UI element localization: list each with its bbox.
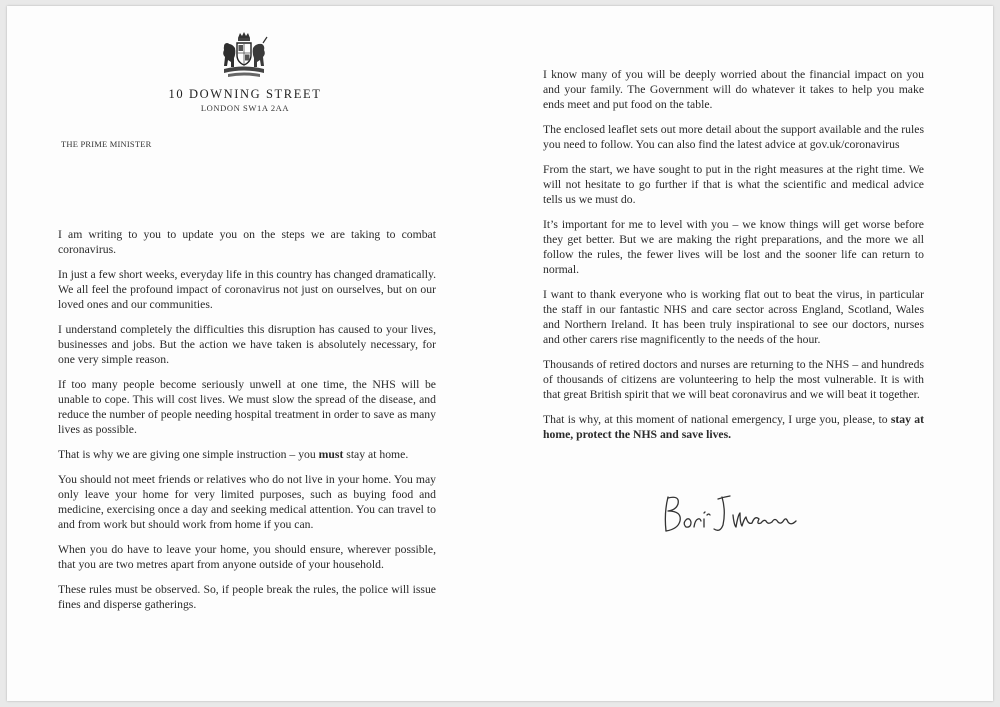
paragraph: It’s important for me to level with you – we know things will get worse before they get better. But we are making the right preparations, and the more we all follow the rules, the fewer lives will be lost and the sooner life can return to normal. [543, 218, 924, 276]
paragraph: In just a few short weeks, everyday life in this country has changed dramatically. We all feel the profound impact of coronavirus not just on ourselves, but on our loved ones and our communities. [58, 268, 436, 311]
paragraph: I want to thank everyone who is working flat out to beat the virus, in particular the staff in our fantastic NHS and care sector across England, Scotland, Wales and Northern Ireland. It has been truly inspirational to see our doctors, nurses and other carers rise magnificently to the needs of the hour. [543, 288, 924, 346]
paragraph: You should not meet friends or relatives who do not live in your home. You may only leave your home for very limited purposes, such as buying food and medicine, exercising once a day and seeking medical attention. You can travel to and from work but should work from home if you can. [58, 473, 436, 531]
sender-office: THE PRIME MINISTER [61, 139, 152, 149]
paragraph: From the start, we have sought to put in the right measures at the right time. We will not hesitate to go further if that is what the scientific and medical advice tells us we must do. [543, 163, 924, 206]
emphasis-call-to-action: stay at home, protect the NHS and save lives. [543, 413, 924, 441]
paragraph-text: stay at home. [343, 448, 409, 461]
royal-coat-of-arms-icon [218, 30, 270, 80]
left-body-text [58, 227, 436, 622]
paragraph: I am writing to you to update you on the steps we are taking to combat coronavirus. [58, 228, 436, 256]
letter-sheet [7, 6, 993, 701]
left-page [7, 6, 500, 701]
paragraph: The enclosed leaflet sets out more detail about the support available and the rules you need to follow. You can also find the latest advice at gov.uk/coronavirus [543, 123, 924, 151]
paragraph-stay-at-home [58, 447, 436, 462]
address-street: 10 DOWNING STREET [168, 87, 322, 101]
paragraph: Thousands of retired doctors and nurses are returning to the NHS – and hundreds of thousands of citizens are volunteering to help the most vulnerable. It is with that great British spirit that we will beat coronavirus and we will beat it together. [543, 358, 924, 401]
paragraph-text: That is why, at this moment of national emergency, I urge you, please, to [543, 413, 891, 426]
paragraph: If too many people become seriously unwell at one time, the NHS will be unable to cope. This will cost lives. We must slow the spread of the disease, and reduce the number of people needing hospital treatment in order to save as many lives as possible. [58, 378, 436, 436]
paragraph: I understand completely the difficulties this disruption has caused to your lives, businesses and jobs. But the action we have taken is absolutely necessary, for one very simple reason. [58, 323, 436, 366]
paragraph: I know many of you will be deeply worried about the financial impact on you and your family. The Government will do whatever it takes to help you make ends meet and put food on the table. [543, 68, 924, 111]
paragraph-text: That is why we are giving one simple instruction – you [58, 448, 319, 461]
paragraph-closing [543, 412, 924, 442]
address-city: LONDON SW1A 2AA [200, 103, 290, 113]
right-body-text [543, 67, 924, 452]
paragraph: When you do have to leave your home, you should ensure, wherever possible, that you are two metres apart from anyone outside of your household. [58, 543, 436, 571]
handwritten-signature [660, 489, 805, 539]
emphasis-must: must [318, 448, 344, 461]
paragraph: These rules must be observed. So, if people break the rules, the police will issue fines and disperse gatherings. [58, 583, 436, 611]
right-page [500, 6, 993, 701]
